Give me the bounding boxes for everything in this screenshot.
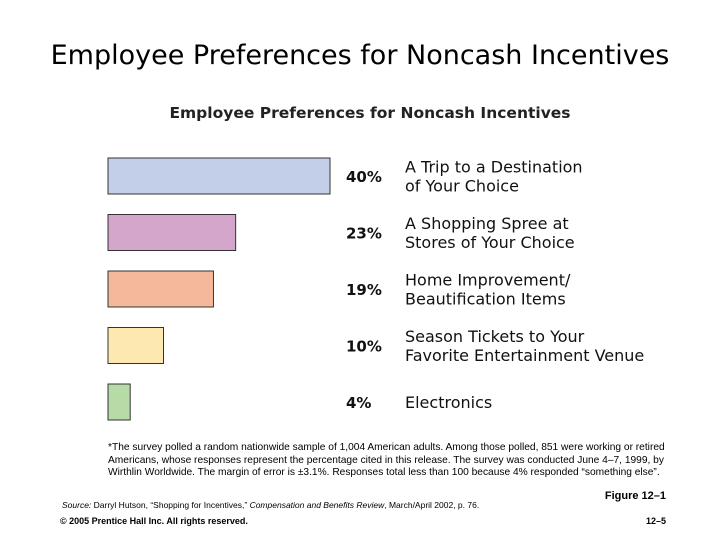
page-number: 12–5 <box>645 516 666 526</box>
bar-1 <box>108 158 330 194</box>
category-label-4-line-2: Favorite Entertainment Venue <box>405 346 645 365</box>
value-label-3: 19% <box>346 281 382 299</box>
figure-label: Figure 12–1 <box>604 490 666 502</box>
chart-title: Employee Preferences for Noncash Incentives <box>169 104 571 122</box>
category-label-2-line-2: Stores of Your Choice <box>405 233 575 252</box>
bar-4 <box>108 328 164 364</box>
bar-2 <box>108 215 236 251</box>
category-label-4-line-1: Season Tickets to Your <box>405 327 585 346</box>
bar-5 <box>108 384 130 420</box>
copyright: © 2005 Prentice Hall Inc. All rights reserved. <box>60 516 248 526</box>
value-label-1: 40% <box>346 168 382 186</box>
bar-3 <box>108 271 213 307</box>
source-publication: Compensation and Benefits Review <box>249 500 385 510</box>
category-label-1-line-2: of Your Choice <box>405 176 519 196</box>
category-label-3-line-2: Beautification Items <box>405 289 566 309</box>
category-label-5-line-1: Electronics <box>405 393 493 412</box>
source-label: Source: <box>62 500 92 510</box>
survey-footnote: *The survey polled a random nationwide sample of 1,004 American adults. Among those polled, 851 were working or retired Americans, whose responses represent the percentage cited in this release. The survey was conducted June 4–7, 1999, by Wirthlin Worldwide. The margin of error is ±3.1%. Responses total less than 100 because 4% responded “something else”. <box>108 442 665 479</box>
value-label-4: 10% <box>346 337 382 356</box>
source-text-2: , March/April 2002, p. 76. <box>384 500 480 510</box>
value-label-5: 4% <box>346 394 372 412</box>
slide-title: Employee Preferences for Noncash Incentives <box>50 40 670 71</box>
source-citation <box>62 500 479 510</box>
value-label-2: 23% <box>346 224 382 243</box>
category-label-1-line-1: A Trip to a Destination <box>405 157 583 177</box>
category-label-3-line-1: Home Improvement/ <box>405 270 571 290</box>
source-text-1: Darryl Hutson, “Shopping for Incentives,” <box>91 500 250 510</box>
category-label-2-line-1: A Shopping Spree at <box>405 214 569 233</box>
